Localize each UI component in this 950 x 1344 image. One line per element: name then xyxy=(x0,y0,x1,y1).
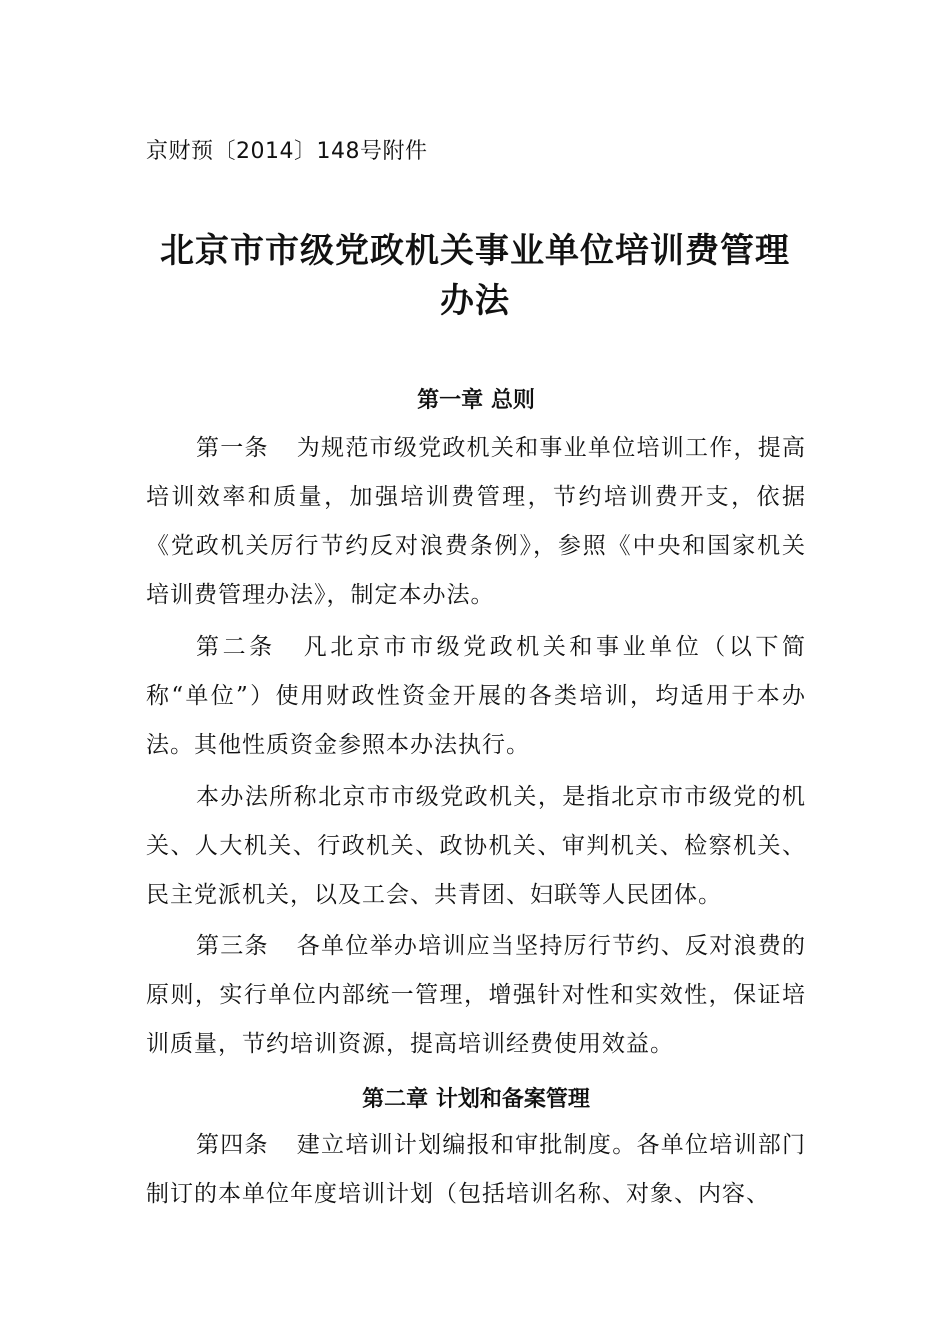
article-1-paragraph xyxy=(146,424,806,620)
article-text: 各单位举办培训应当坚持厉行节约、反对浪费的原则，实行单位内部统一管理，增强针对性和实效性，保证培训质量，节约培训资源，提高培训经费使用效益。 xyxy=(146,933,807,1057)
article-2-paragraph xyxy=(146,623,806,770)
article-number: 第二条 xyxy=(196,634,276,660)
title-line-2: 办法 xyxy=(440,281,510,321)
article-number: 第三条 xyxy=(196,933,269,959)
article-text: 本办法所称北京市市级党政机关，是指北京市市级党的机关、人大机关、行政机关、政协机关、审判机关、检察机关、民主党派机关，以及工会、共青团、妇联等人民团体。 xyxy=(146,784,806,908)
document-title xyxy=(140,226,810,326)
article-text: 凡北京市市级党政机关和事业单位（以下简称“单位”）使用财政性资金开展的各类培训，均适用于本办法。其他性质资金参照本办法执行。 xyxy=(146,634,807,758)
article-4-paragraph xyxy=(146,1121,806,1219)
article-3-paragraph xyxy=(146,922,806,1069)
chapter-1-heading: 第一章 总则 xyxy=(417,388,535,413)
article-number: 第一条 xyxy=(196,435,269,461)
document-number: 京财预〔2014〕148号附件 xyxy=(146,139,428,164)
article-2-continuation-paragraph xyxy=(146,773,806,920)
article-text: 为规范市级党政机关和事业单位培训工作，提高培训效率和质量，加强培训费管理，节约培训费开支，依据《党政机关厉行节约反对浪费条例》，参照《中央和国家机关培训费管理办法》，制定本办法。 xyxy=(146,435,807,608)
article-number: 第四条 xyxy=(196,1132,269,1158)
chapter-2-heading: 第二章 计划和备案管理 xyxy=(362,1087,590,1112)
article-text: 建立培训计划编报和审批制度。各单位培训部门制订的本单位年度培训计划（包括培训名称、对象、内容、 xyxy=(146,1132,806,1207)
title-line-1: 北京市市级党政机关事业单位培训费管理 xyxy=(160,231,790,271)
